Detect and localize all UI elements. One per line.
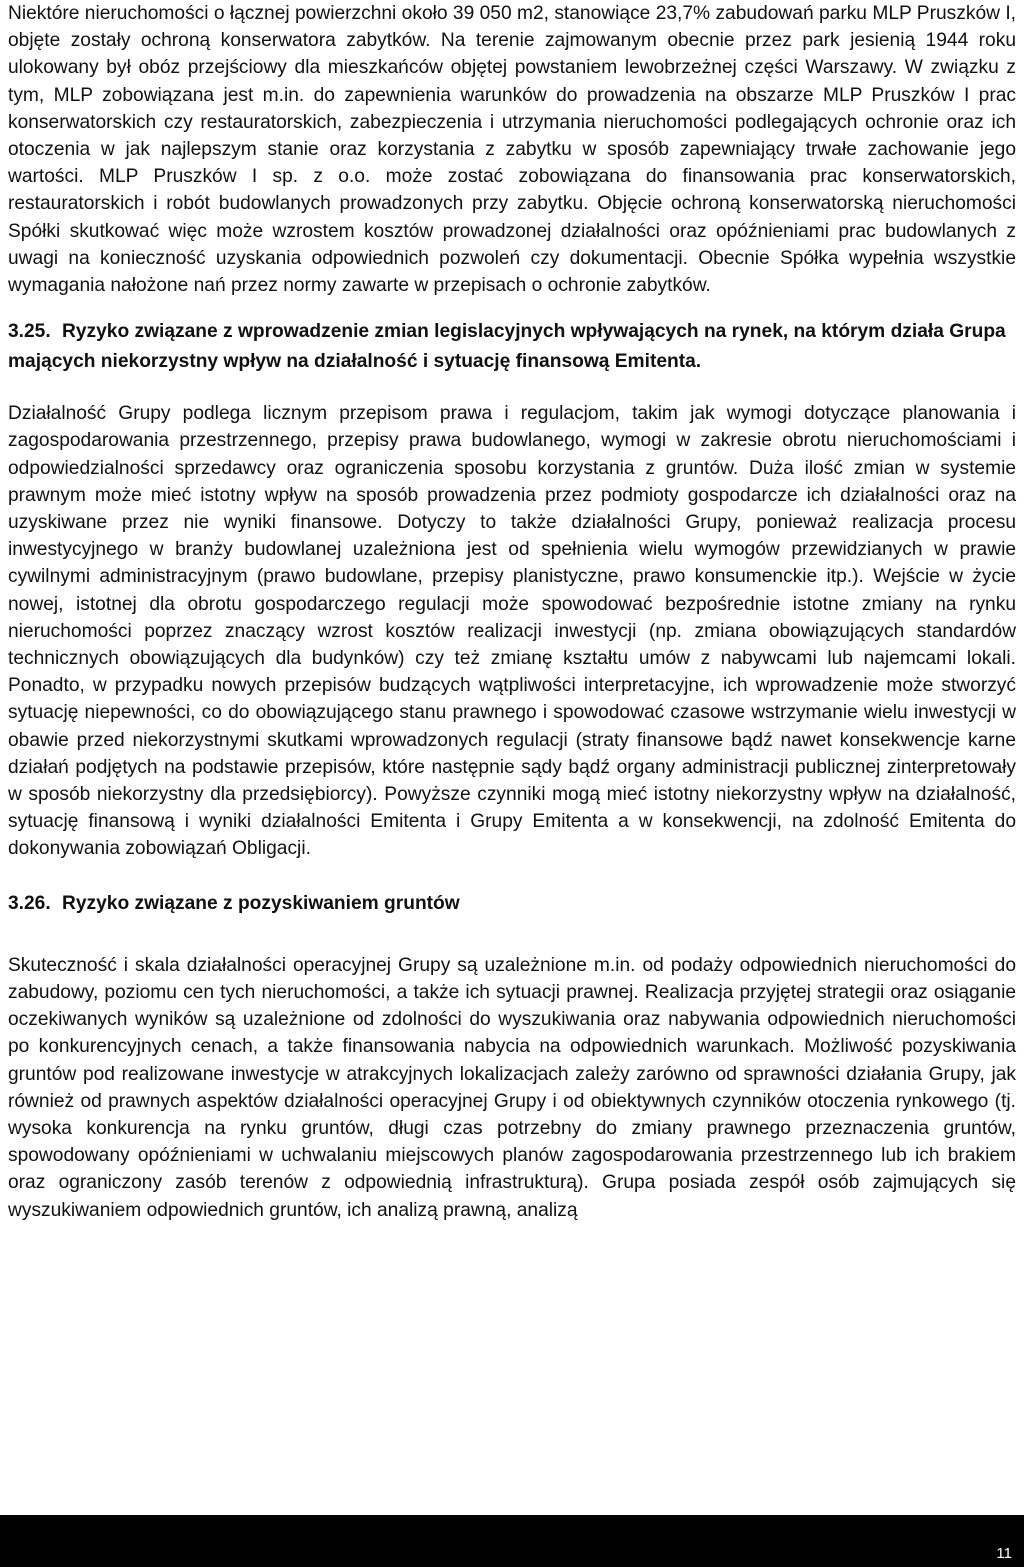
section-number: 3.26. [8, 892, 51, 914]
paragraph-heritage-protection: Niektóre nieruchomości o łącznej powierzchni około 39 050 m2, stanowiące 23,7% zabudowań parku MLP Pruszków I, objęte zostały ochroną konserwatora zabytków. Na terenie zajmowanym obecnie przez park jesienią 1944 roku ulokowany był obóz przejściowy dla mieszkańców objętej powstaniem lewobrzeżnej części Warszawy. W związku z tym, MLP zobowiązana jest m.in. do zapewnienia warunków do prowadzenia na obszarze MLP Pruszków I prac konserwatorskich czy restauratorskich, zabezpieczenia i utrzymania nieruchomości podlegających ochronie oraz ich otoczenia w jak najlepszym stanie oraz korzystania z zabytku w sposób zapewniający trwałe zachowanie jego wartości. MLP Pruszków I sp. z o.o. może zostać zobowiązana do finansowania prac konserwatorskich, restauratorskich i robót budowlanych prowadzonych przy zabytku. Objęcie ochroną konserwatorską nieruchomości Spółki skutkować więc może wzrostem kosztów prowadzonej działalności oraz opóźnieniami prac budowlanych z uwagi na konieczność uzyskania odpowiednich pozwoleń czy dokumentacji. Obecnie Spółka wypełnia wszystkie wymagania nałożone nań przez normy zawarte w przepisach o ochronie zabytków. [8, 3, 1016, 297]
section-number: 3.25. [8, 321, 51, 343]
section-heading-3-26 [8, 889, 1016, 919]
paragraph-land-acquisition-risk: Skuteczność i skala działalności operacyjnej Grupy są uzależnione m.in. od podaży odpowiednich nieruchomości do zabudowy, poziomu cen tych nieruchomości, a także ich sytuacji prawnej. Realizacja przyjętej strategii oraz osiąganie oczekiwanych wyników są uzależnione od zdolności do wyszukiwania oraz nabywania odpowiednich nieruchomości po konkurencyjnych cenach, a także finansowania nabycia na odpowiednich warunkach. Możliwość pozyskiwania gruntów pod realizowane inwestycje w atrakcyjnych lokalizacjach zależy zarówno od sprawności działania Grupy, jak również od prawnych aspektów działalności operacyjnej Grupy i od obiektywnych czynników otoczenia rynkowego (tj. wysoka konkurencja na rynku gruntów, długi czas potrzebny do zmiany prawnego przeznaczenia gruntów, spowodowany opóźnieniami w uchwalaniu miejscowych planów zagospodarowania przestrzennego lub ich brakiem oraz ograniczony zasób terenów z odpowiednią infrastrukturą). Grupa posiada zespół osób zajmujących się wyszukiwaniem odpowiednich gruntów, ich analizą prawną, analizą [8, 954, 1016, 1221]
paragraph-legislative-risk: Działalność Grupy podlega licznym przepisom prawa i regulacjom, takim jak wymogi dotyczące planowania i zagospodarowania przestrzennego, przepisy prawa budowlanego, wymogi w zakresie obrotu nieruchomościami i odpowiedzialności sprzedawcy oraz ograniczenia sposobu korzystania z gruntów. Duża ilość zmian w systemie prawnym może mieć istotny wpływ na sposób prowadzenia przez podmioty gospodarcze ich działalności oraz na uzyskiwane przez nie wyniki finansowe. Dotyczy to także działalności Grupy, ponieważ realizacja procesu inwestycyjnego w branży budowlanej uzależniona jest od spełnienia wielu wymogów przewidzianych w prawie cywilnymi administracyjnym (prawo budowlane, przepisy planistyczne, prawo konsumenckie itp.). Wejście w życie nowej, istotnej dla obrotu gospodarczego regulacji może spowodować bezpośrednie istotne zmiany na rynku nieruchomości poprzez znaczący wzrost kosztów realizacji inwestycji (np. zmiana obowiązujących standardów technicznych obowiązujących dla budynków) czy też zmianę kształtu umów z nabywcami lub najemcami lokali. Ponadto, w przypadku nowych przepisów budzących wątpliwości interpretacyjne, ich wprowadzenie może stworzyć sytuację niepewności, co do obowiązującego stanu prawnego i spowodować czasowe wstrzymanie wielu inwestycji w obawie przed niekorzystnymi skutkami wprowadzonych regulacji (straty finansowe bądź nawet konsekwencje karne działań podjętych na podstawie przepisów, które następnie sądy bądź organy administracji publicznej zinterpretowały w sposób niekorzystny dla przedsiębiorcy). Powyższe czynniki mogą mieć istotny niekorzystny wpływ na działalność, sytuację finansową i wyniki działalności Emitenta i Grupy Emitenta a w konsekwencji, na zdolność Emitenta do dokonywania zobowiązań Obligacji. [8, 403, 1016, 860]
page-number: 11 [996, 1545, 1012, 1562]
section-heading-3-25 [8, 317, 1016, 377]
section-title: Ryzyko związane z pozyskiwaniem gruntów [62, 892, 460, 914]
bottom-black-strip [0, 1515, 1024, 1567]
section-title: Ryzyko związane z wprowadzenie zmian legislacyjnych wpływających na rynek, na którym działa Grupa mających niekorzystny wpływ na działalność i sytuację finansową Emitenta. [8, 321, 1006, 373]
page-content [8, 0, 1016, 1224]
